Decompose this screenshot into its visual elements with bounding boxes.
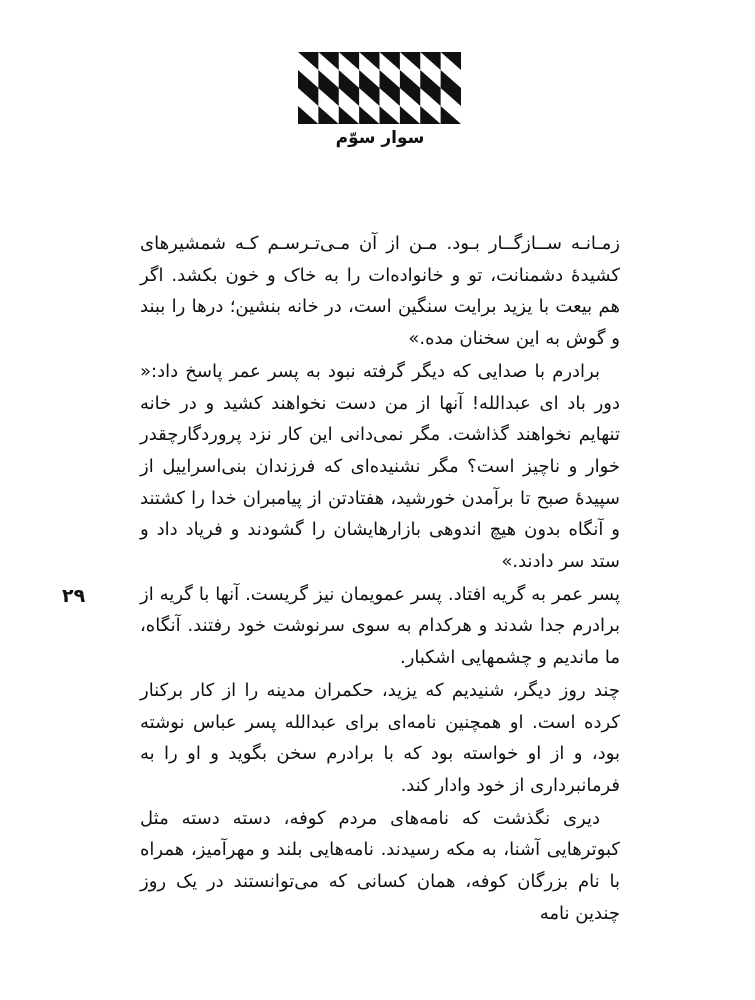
ornament-triangle	[400, 70, 420, 88]
ornament-triangle	[298, 88, 318, 106]
ornament-triangle	[298, 52, 318, 70]
ornament-triangle	[380, 88, 400, 106]
paragraph: چند روز دیگر، شنیدیم که یزید، حکمران مدینه را از کار برکنار کرده است. او همچنین نامه‌ای برای عبدالله پسر عباس نوشته بود، و از او خواسته بود که با برادرم سخن بگوید و او را به فرمانبرداری از خود وادار کند.	[140, 679, 620, 796]
ornament-triangle	[339, 52, 359, 70]
ornament-triangle	[441, 52, 461, 70]
ornament-triangle	[318, 88, 338, 106]
ornament-triangle	[400, 88, 420, 106]
ornament-triangle	[339, 70, 359, 88]
paragraph: پسر عمر به گریه افتاد. پسر عمویمان نیز گریست. آنها با گریه از برادرم جدا شدند و هرکدام به سوی سرنوشت خود رفتند. آنگاه، ما ماندیم و چشمهایی اشکبار.	[140, 583, 620, 669]
triangle-ornament-icon	[298, 52, 461, 124]
ornament-triangle	[380, 70, 400, 88]
ornament-triangle	[400, 52, 420, 70]
ornament-triangle	[441, 106, 461, 124]
chapter-title: سوار سوّم	[335, 128, 425, 148]
ornament-triangle	[420, 88, 440, 106]
paragraph: برادرم با صدایی که دیگر گرفته نبود به پسر عمر پاسخ داد:« دور باد ای عبدالله! آنها از من دست نخواهند کشید و در خانه تنهایم نخواهند گذاشت. مگر نمی‌دانی این کار نزد پروردگارچقدر خوار و ناچیز است؟ مگر نشنیده‌ای که فرزندان بنی‌اسراییل از سپیدهٔ صبح تا برآمدن خورشید، هفتادتن از پیامبران خدا را کشتند و آنگاه بدون هیچ اندوهی بازارهایشان را گشودند و فریاد داد و ستد سر دادند.»	[140, 360, 620, 573]
ornament-triangle	[420, 70, 440, 88]
ornament-triangle	[359, 88, 379, 106]
ornament-triangle	[318, 70, 338, 88]
paragraph: دیری نگذشت که نامه‌های مردم کوفه، دسته دسته مثل کبوترهایی آشنا، به مکه رسیدند. نامه‌هایی بلند و مهرآمیز، همراه با نام بزرگان کوفه، همان کسانی که می‌توانستند در یک روز چندین نامه	[140, 807, 620, 924]
page-number: ۲۹	[62, 585, 86, 607]
ornament-triangle	[318, 52, 338, 70]
ornament-triangle	[400, 106, 420, 124]
ornament-triangle	[318, 106, 338, 124]
ornament-triangle	[298, 70, 318, 88]
ornament-triangle	[420, 106, 440, 124]
ornament-triangle	[339, 106, 359, 124]
ornament-triangle	[298, 106, 318, 124]
ornament-triangle	[339, 88, 359, 106]
paragraph: زمـانـه ســازگــار بـود. مـن از آن مـی‌تـرسـم کـه شمشیرهای کشیدهٔ دشمنانت، تو و خانواده‌ات را به خاک و خون بکشد. اگر هم بیعت با یزید برایت سنگین است، در خانه بنشین؛ درها را ببند و گوش به این سخنان مده.»	[140, 233, 620, 350]
ornament-triangle	[359, 52, 379, 70]
ornament-triangle	[380, 106, 400, 124]
ornament-triangle	[359, 70, 379, 88]
ornament-triangle	[380, 52, 400, 70]
body-text	[140, 228, 620, 930]
ornament-triangle	[441, 88, 461, 106]
ornament-triangle	[420, 52, 440, 70]
ornament-triangle	[441, 70, 461, 88]
ornament-triangle	[359, 106, 379, 124]
